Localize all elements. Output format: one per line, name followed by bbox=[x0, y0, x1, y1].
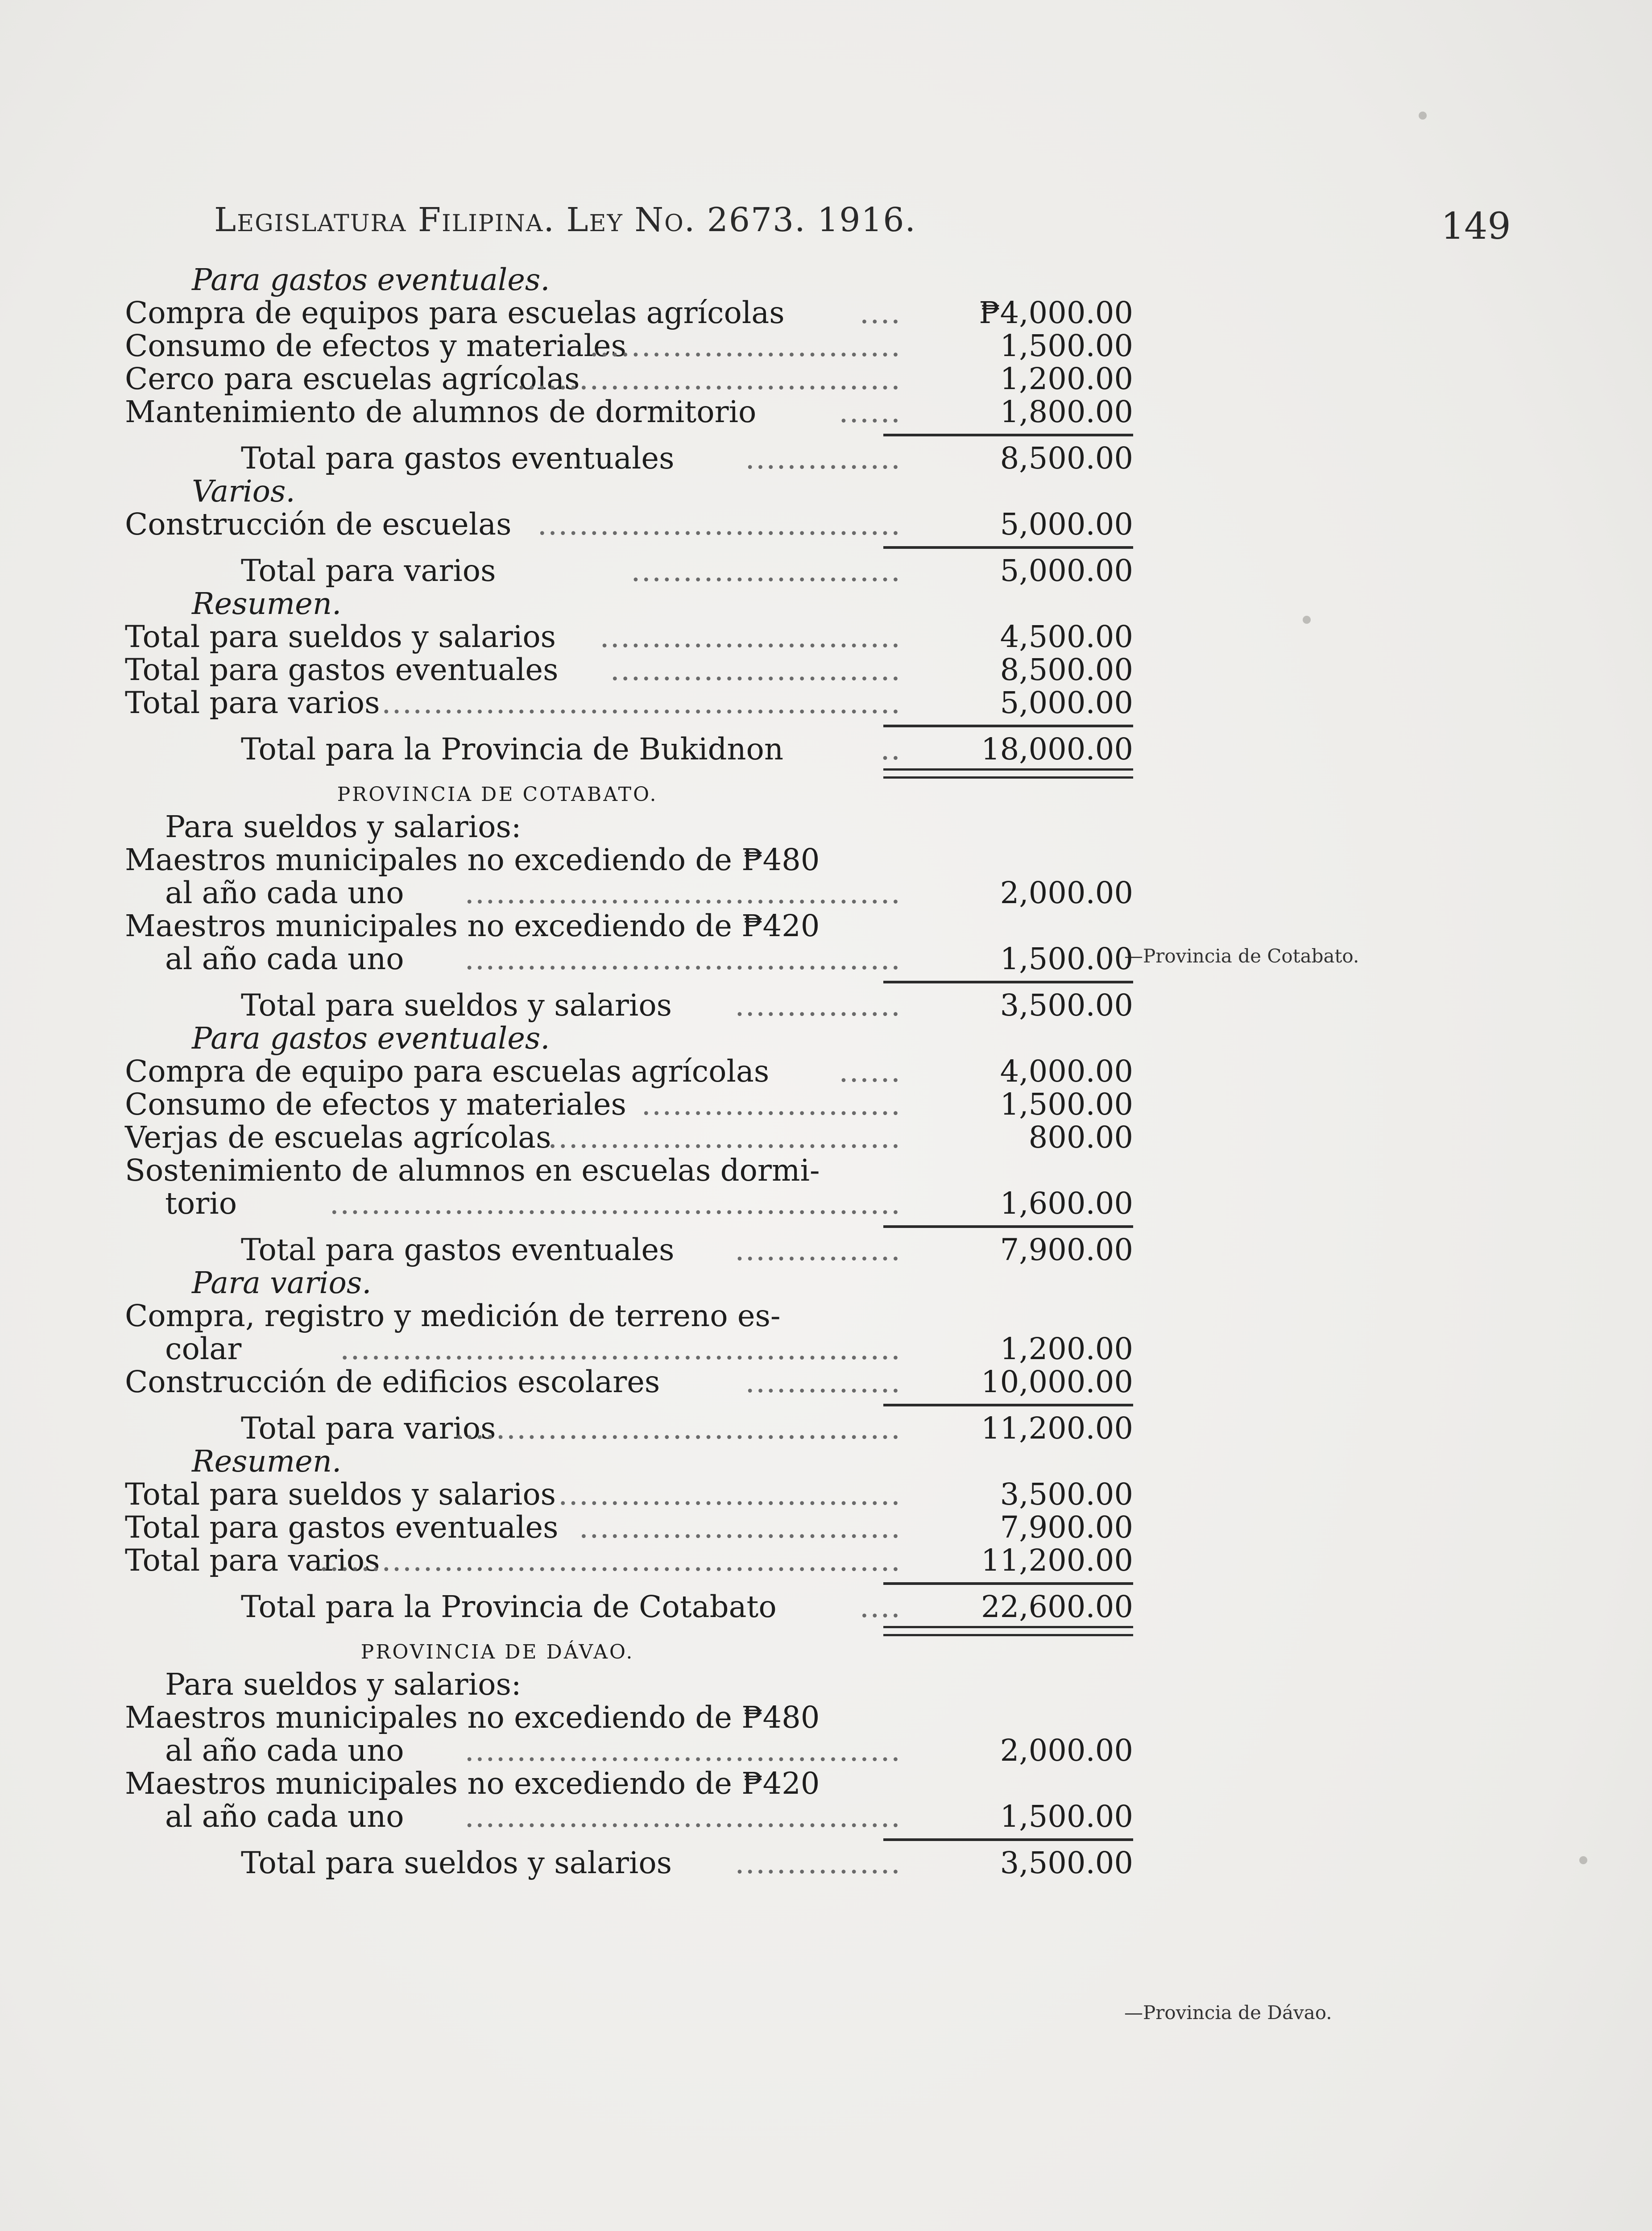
province-title-davao: PROVINCIA DE DÁVAO. bbox=[360, 1641, 634, 1663]
item-label: Compra de equipo para escuelas agrícolas bbox=[125, 1054, 770, 1089]
line-item bbox=[125, 1088, 1133, 1121]
line-item-first-line bbox=[125, 1154, 1133, 1187]
subtotal-row bbox=[125, 1846, 1133, 1879]
line-item bbox=[125, 1055, 1133, 1088]
line-item-first-line bbox=[125, 843, 1133, 876]
leader-dots: ...................................................... bbox=[340, 1331, 901, 1366]
line-item bbox=[125, 1511, 1133, 1544]
leader-dots: ................ bbox=[735, 988, 901, 1023]
item-label: Compra, registro y medición de terreno es- bbox=[125, 1298, 781, 1333]
heading-text: Resumen. bbox=[192, 586, 342, 621]
subtotal-row bbox=[125, 1412, 1133, 1445]
leader-dots: ............................ bbox=[610, 652, 901, 687]
subtotal-amount: 5,000.00 bbox=[1000, 553, 1133, 588]
item-amount: ₱4,000.00 bbox=[979, 295, 1133, 330]
leader-dots: ............................... bbox=[579, 1510, 901, 1545]
sum-rule bbox=[125, 541, 1133, 554]
section-heading bbox=[125, 1445, 1133, 1478]
leader-dots: ....................................................... bbox=[329, 1186, 901, 1221]
item-label: Total para varios bbox=[125, 685, 380, 720]
item-label: Construcción de escuelas bbox=[125, 507, 512, 542]
line-item bbox=[125, 1332, 1133, 1365]
subtotal-row bbox=[125, 442, 1133, 475]
province-total-amount: 22,600.00 bbox=[981, 1589, 1133, 1624]
leader-dots: ............... bbox=[745, 1364, 901, 1399]
leader-dots: .... bbox=[859, 1589, 901, 1624]
item-amount: 1,200.00 bbox=[1000, 361, 1133, 396]
leader-dots: ........................................... bbox=[454, 1411, 901, 1446]
item-amount: 1,800.00 bbox=[1000, 394, 1133, 429]
line-item bbox=[125, 1478, 1133, 1511]
subtotal-label: Total para varios bbox=[241, 1411, 496, 1446]
heading-text: Para gastos eventuales. bbox=[192, 1021, 550, 1056]
item-amount: 1,500.00 bbox=[1000, 1087, 1133, 1122]
sum-rule bbox=[125, 1398, 1133, 1412]
sum-rule bbox=[125, 719, 1133, 733]
leader-dots: ................ bbox=[735, 1845, 901, 1880]
leader-dots: .............................. bbox=[589, 328, 901, 363]
item-label: Maestros municipales no excediendo de ₱420 bbox=[125, 908, 820, 943]
section-heading bbox=[125, 475, 1133, 508]
line-item-first-line bbox=[125, 909, 1133, 942]
item-amount: 1,500.00 bbox=[1000, 328, 1133, 363]
section-heading bbox=[125, 1668, 1133, 1701]
item-amount: 11,200.00 bbox=[981, 1543, 1133, 1578]
double-rule bbox=[125, 766, 1133, 779]
section-heading bbox=[125, 587, 1133, 620]
line-item bbox=[125, 296, 1133, 329]
item-label: al año cada uno bbox=[165, 1733, 404, 1768]
page-header bbox=[125, 192, 1511, 254]
margin-note-cotabato: —Provincia de Cotabato. bbox=[1124, 945, 1359, 967]
line-item bbox=[125, 395, 1133, 428]
province-total-row bbox=[125, 1590, 1133, 1623]
item-label: Total para gastos eventuales bbox=[125, 1510, 559, 1545]
province-title-cotabato: PROVINCIA DE COTABATO. bbox=[337, 783, 658, 806]
heading-text: Para varios. bbox=[192, 1265, 372, 1300]
sum-rule bbox=[125, 975, 1133, 989]
leader-dots: ......................... bbox=[641, 1087, 901, 1122]
item-label: Maestros municipales no excediendo de ₱480 bbox=[125, 1700, 820, 1735]
heading-text: Resumen. bbox=[192, 1444, 342, 1479]
leader-dots: ...... bbox=[839, 394, 901, 429]
line-item bbox=[125, 1121, 1133, 1154]
subtotal-label: Total para varios bbox=[241, 553, 496, 588]
item-label: al año cada uno bbox=[165, 1799, 404, 1834]
item-amount: 3,500.00 bbox=[1000, 1477, 1133, 1512]
leader-dots: ................ bbox=[735, 1232, 901, 1267]
paper-speck bbox=[1579, 1856, 1587, 1864]
section-heading bbox=[125, 810, 1133, 843]
leader-dots: ..................................... bbox=[516, 361, 901, 396]
leader-dots: .................................................. bbox=[381, 685, 901, 720]
section-heading bbox=[125, 263, 1133, 296]
leader-dots: ............... bbox=[745, 441, 901, 476]
line-item bbox=[125, 620, 1133, 653]
item-amount: 1,500.00 bbox=[1000, 1799, 1133, 1834]
item-label: torio bbox=[165, 1186, 237, 1221]
subtotal-amount: 11,200.00 bbox=[981, 1411, 1133, 1446]
line-item-first-line bbox=[125, 1299, 1133, 1332]
heading-text: Para sueldos y salarios: bbox=[165, 809, 522, 844]
line-item bbox=[125, 1800, 1133, 1833]
item-amount: 2,000.00 bbox=[1000, 875, 1133, 910]
subtotal-label: Total para sueldos y salarios bbox=[241, 988, 672, 1023]
item-label: Compra de equipos para escuelas agrícolas bbox=[125, 295, 785, 330]
item-label: Total para sueldos y salarios bbox=[125, 619, 556, 654]
province-total-label: Total para la Provincia de Bukidnon bbox=[241, 732, 784, 767]
leader-dots: .......................................... bbox=[464, 1733, 901, 1768]
line-item bbox=[125, 329, 1133, 362]
item-amount: 1,600.00 bbox=[1000, 1186, 1133, 1221]
item-label: Construcción de edificios escolares bbox=[125, 1364, 660, 1399]
item-label: Verjas de escuelas agrícolas bbox=[125, 1120, 551, 1155]
item-amount: 5,000.00 bbox=[1000, 685, 1133, 720]
line-item-first-line bbox=[125, 1767, 1133, 1800]
item-label: Mantenimiento de alumnos de dormitorio bbox=[125, 394, 757, 429]
leader-dots: .... bbox=[859, 295, 901, 330]
item-label: Consumo de efectos y materiales bbox=[125, 328, 626, 363]
item-amount: 1,200.00 bbox=[1000, 1331, 1133, 1366]
paper-speck bbox=[1419, 112, 1427, 120]
paper-speck bbox=[1303, 616, 1311, 624]
line-item bbox=[125, 653, 1133, 686]
subtotal-row bbox=[125, 554, 1133, 587]
line-item bbox=[125, 1365, 1133, 1398]
item-label: Maestros municipales no excediendo de ₱480 bbox=[125, 842, 820, 877]
item-amount: 4,000.00 bbox=[1000, 1054, 1133, 1089]
line-item bbox=[125, 1734, 1133, 1767]
subtotal-label: Total para gastos eventuales bbox=[241, 441, 675, 476]
leader-dots: .......................................... bbox=[464, 941, 901, 976]
item-label: colar bbox=[165, 1331, 242, 1366]
item-label: al año cada uno bbox=[165, 875, 404, 910]
item-label: Consumo de efectos y materiales bbox=[125, 1087, 626, 1122]
leader-dots: .......................................... bbox=[464, 875, 901, 910]
sum-rule bbox=[125, 1220, 1133, 1233]
item-label: Total para sueldos y salarios bbox=[125, 1477, 556, 1512]
item-label: Sostenimiento de alumnos en escuelas dormi- bbox=[125, 1153, 820, 1188]
item-amount: 4,500.00 bbox=[1000, 619, 1133, 654]
item-label: Maestros municipales no excediendo de ₱420 bbox=[125, 1766, 820, 1801]
subtotal-row bbox=[125, 1233, 1133, 1266]
leader-dots: ................................. bbox=[558, 1477, 901, 1512]
leader-dots: ........................................................ bbox=[319, 1543, 901, 1578]
running-title: Legislatura Filipina. Ley No. 2673. 1916. bbox=[214, 201, 916, 239]
heading-text: Para gastos eventuales. bbox=[192, 262, 550, 297]
heading-text: Para sueldos y salarios: bbox=[165, 1667, 522, 1702]
item-amount: 10,000.00 bbox=[981, 1364, 1133, 1399]
subtotal-amount: 8,500.00 bbox=[1000, 441, 1133, 476]
item-label: Total para gastos eventuales bbox=[125, 652, 559, 687]
item-amount: 800.00 bbox=[1028, 1120, 1133, 1155]
line-item bbox=[125, 362, 1133, 395]
subtotal-amount: 7,900.00 bbox=[1000, 1232, 1133, 1267]
line-item bbox=[125, 508, 1133, 541]
leader-dots: .......................................... bbox=[464, 1799, 901, 1834]
heading-text: Varios. bbox=[192, 474, 295, 509]
double-rule bbox=[125, 1623, 1133, 1637]
subtotal-row bbox=[125, 989, 1133, 1022]
subtotal-amount: 3,500.00 bbox=[1000, 1845, 1133, 1880]
margin-note-davao: —Provincia de Dávao. bbox=[1124, 2002, 1332, 2024]
line-item-first-line bbox=[125, 1701, 1133, 1734]
sum-rule bbox=[125, 428, 1133, 442]
subtotal-amount: 3,500.00 bbox=[1000, 988, 1133, 1023]
province-total-row bbox=[125, 733, 1133, 766]
leader-dots: .. bbox=[880, 732, 901, 767]
item-amount: 7,900.00 bbox=[1000, 1510, 1133, 1545]
item-amount: 8,500.00 bbox=[1000, 652, 1133, 687]
item-amount: 5,000.00 bbox=[1000, 507, 1133, 542]
line-item bbox=[125, 1187, 1133, 1220]
item-label: al año cada uno bbox=[165, 941, 404, 976]
leader-dots: .................................. bbox=[547, 1120, 901, 1155]
section-heading bbox=[125, 1266, 1133, 1299]
appropriations-column bbox=[125, 263, 1133, 1879]
leader-dots: ................................... bbox=[537, 507, 901, 542]
line-item bbox=[125, 1544, 1133, 1577]
province-total-label: Total para la Provincia de Cotabato bbox=[241, 1589, 777, 1624]
subtotal-label: Total para sueldos y salarios bbox=[241, 1845, 672, 1880]
line-item bbox=[125, 686, 1133, 719]
subtotal-label: Total para gastos eventuales bbox=[241, 1232, 675, 1267]
item-amount: 2,000.00 bbox=[1000, 1733, 1133, 1768]
leader-dots: .......................... bbox=[631, 553, 901, 588]
province-total-amount: 18,000.00 bbox=[981, 732, 1133, 767]
leader-dots: ............................. bbox=[600, 619, 901, 654]
item-label: Cerco para escuelas agrícolas bbox=[125, 361, 580, 396]
item-amount: 1,500.00 bbox=[1000, 941, 1133, 976]
line-item bbox=[125, 876, 1133, 909]
sum-rule bbox=[125, 1577, 1133, 1590]
leader-dots: ...... bbox=[839, 1054, 901, 1089]
sum-rule bbox=[125, 1833, 1133, 1846]
item-label: Total para varios bbox=[125, 1543, 380, 1578]
section-heading bbox=[125, 1022, 1133, 1055]
line-item bbox=[125, 942, 1133, 975]
page-number: 149 bbox=[1441, 205, 1511, 248]
